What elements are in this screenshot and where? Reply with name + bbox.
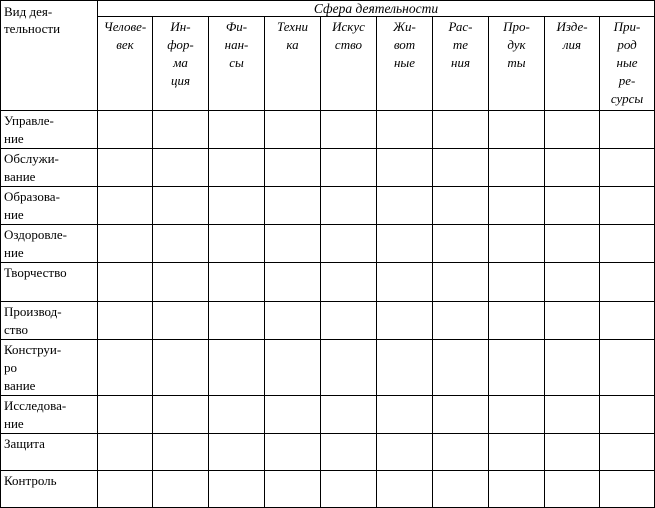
column-header-line: ные (616, 55, 638, 70)
empty-cell[interactable] (377, 111, 433, 149)
empty-cell[interactable] (98, 263, 153, 302)
empty-cell[interactable] (377, 263, 433, 302)
empty-cell[interactable] (545, 187, 600, 225)
table-row (1, 149, 655, 187)
column-header-line: Ин- (170, 19, 191, 34)
empty-cell[interactable] (433, 187, 489, 225)
column-header (489, 17, 545, 111)
empty-cell[interactable] (433, 471, 489, 508)
row-header-line: Обслужи- (4, 151, 59, 166)
column-header-line: ка (286, 37, 299, 52)
row-header-line: ние (4, 131, 24, 146)
column-header-line: Про- (503, 19, 530, 34)
empty-cell[interactable] (489, 111, 545, 149)
column-header-line: дук (507, 37, 526, 52)
column-header (377, 17, 433, 111)
empty-cell[interactable] (377, 302, 433, 340)
empty-cell[interactable] (545, 396, 600, 434)
empty-cell[interactable] (321, 111, 377, 149)
row-header (1, 149, 98, 187)
empty-cell[interactable] (433, 225, 489, 263)
empty-cell[interactable] (600, 187, 655, 225)
empty-cell[interactable] (265, 149, 321, 187)
row-header-line: Управле- (4, 113, 54, 128)
empty-cell[interactable] (98, 149, 153, 187)
empty-cell[interactable] (265, 340, 321, 396)
empty-cell[interactable] (209, 396, 265, 434)
row-header-line: Защита (4, 436, 45, 451)
empty-cell[interactable] (153, 111, 209, 149)
empty-cell[interactable] (545, 111, 600, 149)
column-header-line: род (617, 37, 637, 52)
column-header-line: ния (451, 55, 470, 70)
empty-cell[interactable] (153, 434, 209, 471)
empty-cell[interactable] (153, 263, 209, 302)
empty-cell[interactable] (209, 225, 265, 263)
column-header-line: Жи- (393, 19, 416, 34)
empty-cell[interactable] (321, 471, 377, 508)
empty-cell[interactable] (98, 187, 153, 225)
empty-cell[interactable] (433, 302, 489, 340)
empty-cell[interactable] (600, 263, 655, 302)
table-row (1, 340, 655, 396)
empty-cell[interactable] (600, 471, 655, 508)
empty-cell[interactable] (377, 471, 433, 508)
empty-cell[interactable] (433, 434, 489, 471)
column-header-line: лия (562, 37, 582, 52)
empty-cell[interactable] (377, 225, 433, 263)
empty-cell[interactable] (321, 434, 377, 471)
empty-cell[interactable] (265, 302, 321, 340)
empty-cell[interactable] (209, 111, 265, 149)
empty-cell[interactable] (489, 434, 545, 471)
empty-cell[interactable] (321, 149, 377, 187)
empty-cell[interactable] (600, 302, 655, 340)
row-header (1, 434, 98, 471)
empty-cell[interactable] (377, 340, 433, 396)
column-header-line: ре- (618, 73, 636, 88)
empty-cell[interactable] (209, 434, 265, 471)
row-header (1, 396, 98, 434)
corner-header-line-2: тельности (4, 21, 61, 36)
empty-cell[interactable] (545, 263, 600, 302)
column-header-line: те (452, 37, 469, 52)
empty-cell[interactable] (209, 149, 265, 187)
table-row (1, 396, 655, 434)
empty-cell[interactable] (433, 263, 489, 302)
empty-cell[interactable] (433, 149, 489, 187)
empty-cell[interactable] (489, 471, 545, 508)
column-header-line: Челове- (103, 19, 147, 34)
table-row (1, 302, 655, 340)
empty-cell[interactable] (545, 471, 600, 508)
empty-cell[interactable] (265, 396, 321, 434)
empty-cell[interactable] (545, 149, 600, 187)
empty-cell[interactable] (321, 225, 377, 263)
empty-cell[interactable] (321, 187, 377, 225)
empty-cell[interactable] (433, 111, 489, 149)
table-row (1, 471, 655, 508)
row-header (1, 225, 98, 263)
column-header (209, 17, 265, 111)
empty-cell[interactable] (489, 225, 545, 263)
column-header (98, 17, 153, 111)
empty-cell[interactable] (98, 434, 153, 471)
empty-cell[interactable] (153, 149, 209, 187)
table-row (1, 187, 655, 225)
row-header-line: Контроль (4, 473, 57, 488)
empty-cell[interactable] (377, 434, 433, 471)
column-header-line: ма (173, 55, 188, 70)
row-header-line: Образова- (4, 189, 60, 204)
column-header-line: ство (334, 37, 363, 52)
corner-header (1, 1, 98, 111)
empty-cell[interactable] (98, 302, 153, 340)
empty-cell[interactable] (265, 225, 321, 263)
empty-cell[interactable] (153, 302, 209, 340)
empty-cell[interactable] (600, 340, 655, 396)
column-header (265, 17, 321, 111)
empty-cell[interactable] (377, 149, 433, 187)
empty-cell[interactable] (600, 434, 655, 471)
row-header-line: ние (4, 416, 24, 431)
column-header-line: Техни (276, 19, 309, 34)
empty-cell[interactable] (153, 225, 209, 263)
empty-cell[interactable] (489, 302, 545, 340)
column-header-line: Искус (332, 19, 365, 34)
empty-cell[interactable] (600, 225, 655, 263)
empty-cell[interactable] (545, 340, 600, 396)
empty-cell[interactable] (209, 187, 265, 225)
column-header-line: Рас- (448, 19, 473, 34)
row-header (1, 302, 98, 340)
row-header-line: Конструи- (4, 342, 62, 357)
column-header-line: век (116, 37, 134, 52)
empty-cell[interactable] (600, 149, 655, 187)
empty-cell[interactable] (433, 340, 489, 396)
empty-cell[interactable] (209, 340, 265, 396)
column-header-line: ные (393, 55, 416, 70)
empty-cell[interactable] (265, 434, 321, 471)
row-header-line: ние (4, 245, 24, 260)
row-header-line: ро (4, 360, 17, 375)
empty-cell[interactable] (489, 396, 545, 434)
column-header-line: сы (229, 55, 244, 70)
empty-cell[interactable] (98, 471, 153, 508)
empty-cell[interactable] (489, 340, 545, 396)
row-header-line: вание (4, 378, 36, 393)
empty-cell[interactable] (545, 434, 600, 471)
sphere-of-activity-header: Сфера деятельности (98, 1, 655, 17)
column-header-line: Изде- (556, 19, 588, 34)
corner-header-line-1: Вид дея- (4, 4, 53, 19)
empty-cell[interactable] (377, 396, 433, 434)
row-header (1, 187, 98, 225)
empty-cell[interactable] (600, 396, 655, 434)
column-header (600, 17, 655, 111)
column-header-line: Фи- (225, 19, 248, 34)
empty-cell[interactable] (265, 471, 321, 508)
empty-cell[interactable] (545, 225, 600, 263)
column-header (545, 17, 600, 111)
column-header (433, 17, 489, 111)
row-header-line: ние (4, 207, 24, 222)
table-row (1, 263, 655, 302)
empty-cell[interactable] (321, 263, 377, 302)
row-header-line: вание (4, 169, 36, 184)
row-header (1, 340, 98, 396)
column-header-line: ция (170, 73, 191, 88)
row-header-line: Исследова- (4, 398, 67, 413)
empty-cell[interactable] (265, 111, 321, 149)
table-row (1, 434, 655, 471)
table-row (1, 225, 655, 263)
empty-cell[interactable] (321, 340, 377, 396)
empty-cell[interactable] (98, 225, 153, 263)
empty-cell[interactable] (265, 263, 321, 302)
empty-cell[interactable] (600, 111, 655, 149)
empty-cell[interactable] (265, 187, 321, 225)
empty-cell[interactable] (153, 187, 209, 225)
empty-cell[interactable] (98, 396, 153, 434)
column-header-line: нан- (224, 37, 249, 52)
empty-cell[interactable] (489, 263, 545, 302)
empty-cell[interactable] (153, 396, 209, 434)
column-header-line: сурсы (610, 91, 644, 106)
empty-cell[interactable] (153, 340, 209, 396)
empty-cell[interactable] (321, 302, 377, 340)
empty-cell[interactable] (433, 396, 489, 434)
column-header (321, 17, 377, 111)
empty-cell[interactable] (321, 396, 377, 434)
row-header-line: Творчество (4, 265, 67, 280)
empty-cell[interactable] (209, 263, 265, 302)
column-header (153, 17, 209, 111)
column-header-line: ты (507, 55, 526, 70)
table-row (1, 111, 655, 149)
empty-cell[interactable] (377, 187, 433, 225)
row-header (1, 263, 98, 302)
empty-cell[interactable] (545, 302, 600, 340)
empty-cell[interactable] (153, 471, 209, 508)
row-header (1, 471, 98, 508)
empty-cell[interactable] (209, 471, 265, 508)
row-header-line: ство (4, 322, 29, 337)
empty-cell[interactable] (98, 340, 153, 396)
empty-cell[interactable] (489, 187, 545, 225)
row-header (1, 111, 98, 149)
column-header-line: фор- (167, 37, 194, 52)
row-header-line: Производ- (4, 304, 62, 319)
empty-cell[interactable] (489, 149, 545, 187)
row-header-line: Оздоровле- (4, 227, 67, 242)
empty-cell[interactable] (209, 302, 265, 340)
column-header-line: При- (613, 19, 641, 34)
column-header-line: вот (393, 37, 416, 52)
empty-cell[interactable] (98, 111, 153, 149)
